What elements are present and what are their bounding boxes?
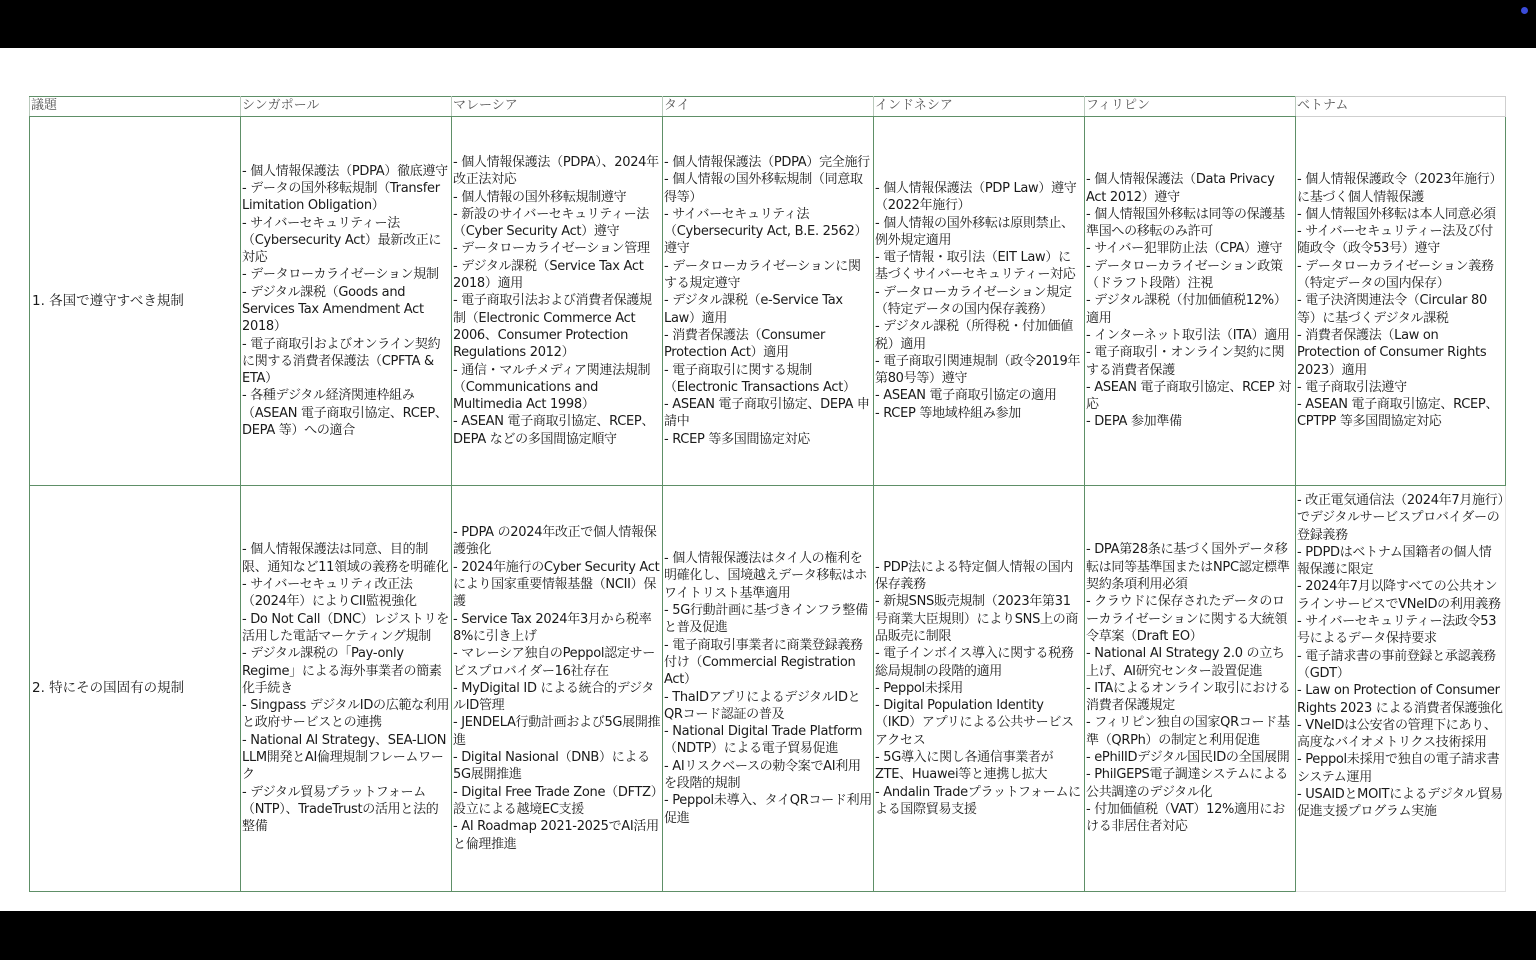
list-item: - 5G行動計画に基づきインフラ整備と普及促進 [664,603,868,636]
list-item: - ASEAN 電子商取引協定、RCEP 対応 [1086,379,1291,413]
list-item: - 電子決済関連法令（Circular 80等）に基づくデジタル課税 [1297,293,1487,326]
list-item: - ASEAN 電子商取引協定、DEPA 申請中 [664,397,870,430]
list-item: - サイバーセキュリティ改正法（2024年）によりCII監視強化 [242,577,417,610]
list-item: - PDP法による特定個人情報の国内保存義務 [875,559,1074,593]
list-item: - 個人情報保護法（PDPA）、2024年改正法対応 [453,154,659,188]
cell-vietnam [1296,486,1506,892]
regulation-table-sheet [29,96,1505,888]
top-black-bar [0,0,1536,48]
list-item: - 各種デジタル経済関連枠組み（ASEAN 電子商取引協定、RCEP、DEPA 等）への適合 [242,388,448,439]
cell-indonesia [874,486,1085,892]
list-item: - 電子商取引法および消費者保護規制（Electronic Commerce Act 2006、Consumer Protection Regulations 2012） [453,293,652,361]
list-item: - PDPDはベトナム国籍者の個人情報保護に限定 [1297,544,1492,578]
list-item: - USAIDとMOITによるデジタル貿易促進支援プログラム実施 [1297,787,1503,820]
list-item: - データローカライゼーション規制 [242,267,439,283]
list-item: - 電子商取引法遵守 [1297,379,1407,395]
list-item: - DPA第28条に基づく国外データ移転は同等基準国またはNPC認定標準契約条項利用必須 [1086,542,1290,593]
list-item: - 2024年施行のCyber Security Act により国家重要情報基盤（NCII）保護 [453,559,660,610]
list-item: - サイバーセキュリティ法（Cybersecurity Act, B.E. 2562）遵守 [664,206,868,257]
list-item: - Digital Nasional（DNB）による5G展開推進 [453,750,650,783]
list-item: - Digital Population Identity（IKD）アプリによる公共サービスアクセス [875,698,1074,748]
list-item: - 電子商取引に関する規制（Electronic Transactions Act） [664,362,856,395]
list-item: - 個人情報の国外移転規制遵守 [453,189,627,205]
list-item: - Peppol未採用で独自の電子請求書システム運用 [1297,752,1500,785]
list-item: - 電子商取引およびオンライン契約に関する消費者保護法（CPFTA & ETA） [242,336,441,387]
list-item: - マレーシア独自のPeppol認定サービスプロバイダー16社存在 [453,646,656,679]
list-item: - 個人情報国外移転は同等の保護基準国への移転のみ許可 [1086,206,1285,240]
list-item: - デジタル課税（e-Service Tax Law）適用 [664,293,843,326]
list-item: - Andalin Tradeプラットフォームによる国際貿易支援 [875,784,1081,817]
list-item: - 個人情報保護法（Data Privacy Act 2012）遵守 [1086,172,1275,205]
cell-singapore [241,486,452,892]
header-row [30,97,1506,117]
list-item: - 電子インボイス導入に関する税務総局規制の段階的適用 [875,646,1074,679]
list-item: - RCEP 等多国間協定対応 [664,431,810,447]
list-item: - デジタル課税の「Pay-only Regime」による海外事業者の簡素化手続き [242,646,442,696]
list-item: - AI Roadmap 2021-2025でAI活用と倫理推進 [453,819,659,852]
list-item: - データローカライゼーション義務（特定データの国内保存） [1297,258,1494,292]
list-item: - 消費者保護法（Law on Protection of Consumer Rights 2023）適用 [1297,327,1487,378]
list-item: - 個人情報保護法（PDPA）完全施行 [664,154,870,170]
list-item: - サイバーセキュリティー法及び付随政令（政令53号）遵守 [1297,224,1493,257]
header-indonesia: インドネシア [874,97,1085,117]
list-item: - データの国外移転規制（Transfer Limitation Obligation） [242,180,440,214]
list-item: - 新設のサイバーセキュリティー法（Cyber Security Act）遵守 [453,206,649,240]
table-row [30,117,1506,486]
list-item: - Peppol未採用 [875,680,963,696]
list-item: - クラウドに保存されたデータのローカライゼーションに関する大統領令草案（Draft EO） [1086,594,1288,644]
list-item: - デジタル貿易プラットフォーム（NTP）、TradeTrustの活用と法的整備 [242,784,439,835]
list-item: - National AI Strategy 2.0 の立ち上げ、AI研究センター設置促進 [1086,646,1285,679]
list-item: - 付加価値税（VAT）12%適用における非居住者対応 [1086,801,1285,835]
list-item: - サイバー犯罪防止法（CPA）遵守 [1086,241,1283,257]
list-item: - National Digital Trade Platform（NDTP）による電子貿易促進 [664,724,863,757]
list-item: - Service Tax 2024年3月から税率8%に引き上げ [453,611,652,644]
list-item: - Singpass デジタルIDの広範な利用と政府サービスとの連携 [242,698,450,731]
cell-thailand [663,117,874,486]
topic-cell: 1. 各国で遵守すべき規制 [30,117,241,486]
list-item: - 個人情報保護法は同意、目的制限、通知など11領域の義務を明確化 [242,542,449,575]
list-item: - VNeIDは公安省の管理下にあり、高度なバイオメトリクス技術採用 [1297,717,1497,751]
list-item: - デジタル課税（Goods and Services Tax Amendment Act 2018） [242,284,424,335]
list-item: - インターネット取引法（ITA）適用 [1086,327,1290,343]
list-item: - MyDigital ID による統合的デジタルID管理 [453,680,655,714]
list-item: - Do Not Call（DNC）レジストリを活用した電話マーケティング規制 [242,611,449,644]
cell-vietnam [1296,117,1506,486]
list-item: - 通信・マルチメディア関連法規制（Communications and Multimedia Act 1998） [453,362,651,413]
header-topic: 議題 [30,97,241,117]
header-philippines: フィリピン [1085,97,1296,117]
list-item: - Digital Free Trade Zone（DFTZ）設立による越境EC支援 [453,784,657,817]
list-item: - ASEAN 電子商取引協定、RCEP、DEPA などの多国間協定順守 [453,414,655,447]
list-item: - ASEAN 電子商取引協定、RCEP、CPTPP 等多国間協定対応 [1297,397,1499,430]
header-thailand: タイ [663,97,874,117]
list-item: - 5G導入に関し各通信事業者がZTE、Huawei等と連携し拡大 [875,750,1054,783]
list-item: - 個人情報の国外移転は原則禁止、例外規定適用 [875,215,1074,248]
list-item: - 個人情報保護法（PDPA）徹底遵守 [242,163,448,179]
list-item: - デジタル課税（Service Tax Act 2018）適用 [453,258,644,292]
regulation-comparison-table [29,96,1506,892]
list-item: - 2024年7月以降すべての公共オンラインサービスでVNeIDの利用義務 [1297,579,1501,612]
list-item: - National AI Strategy、SEA-LION LLM開発とAI倫理規制フレームワーク [242,732,447,783]
list-item: - 新規SNS販売規制（2023年第31号商業大臣規則）によりSNS上の商品販売に制限 [875,594,1079,644]
header-malaysia: マレーシア [452,97,663,117]
topic-cell: 2. 特にその国固有の規制 [30,486,241,892]
list-item: - DEPA 参加準備 [1086,414,1182,430]
list-item: - 個人情報国外移転は本人同意必須 [1297,206,1496,222]
list-item: - 個人情報保護法はタイ人の権利を明確化し、国境越えデータ移転はホワイトリスト基準適用 [664,551,868,601]
list-item: - 電子商取引事業者に商業登録義務付け（Commercial Registration Act） [664,637,863,688]
list-item: - ASEAN 電子商取引協定の適用 [875,388,1057,404]
list-item: - PDPA の2024年改正で個人情報保護強化 [453,525,657,558]
list-item: - 電子情報・取引法（EIT Law）に基づくサイバーセキュリティー対応 [875,250,1076,283]
recording-indicator-icon [1521,7,1528,14]
bottom-black-bar [0,911,1536,960]
list-item: - 個人情報の国外移転規制（同意取得等） [664,172,863,205]
list-item: - 個人情報保護政令（2023年施行）に基づく個人情報保護 [1297,172,1503,205]
header-vietnam: ベトナム [1296,97,1506,117]
cell-thailand [663,486,874,892]
list-item: - データローカライゼーション規定（特定データの国内保存義務） [875,284,1072,317]
list-item: - デジタル課税（付加価値税12%）適用 [1086,293,1287,326]
cell-indonesia [874,117,1085,486]
list-item: - フィリピン独自の国家QRコード基準（QRPh）の制定と利用促進 [1086,715,1290,748]
list-item: - データローカライゼーションに関する規定遵守 [664,258,861,292]
list-item: - Peppol未導入、タイQRコード利用促進 [664,793,872,826]
list-item: - デジタル課税（所得税・付加価値税）適用 [875,319,1073,352]
list-item: - ITAによるオンライン取引における消費者保護規定 [1086,680,1291,714]
cell-singapore [241,117,452,486]
list-item: - サイバーセキュリティー法政令53号によるデータ保持要求 [1297,614,1497,647]
list-item: - JENDELA行動計画および5G展開推進 [453,715,661,748]
list-item: - データローカライゼーション管理 [453,241,650,257]
cell-malaysia [452,486,663,892]
cell-philippines [1085,486,1296,892]
list-item: - 電子商取引関連規制（政令2019年第80号等）遵守 [875,353,1081,387]
list-item: - 消費者保護法（Consumer Protection Act）適用 [664,327,826,361]
list-item: - サイバーセキュリティー法（Cybersecurity Act）最新改正に対応 [242,215,442,266]
list-item: - AIリスクベースの勅令案でAI利用を段階的規制 [664,758,861,791]
cell-philippines [1085,117,1296,486]
list-item: - PhilGEPS電子調達システムによる公共調達のデジタル化 [1086,767,1288,800]
table-row [30,486,1506,892]
list-item: - 電子請求書の事前登録と承認義務（GDT） [1297,648,1496,681]
list-item: - RCEP 等地域枠組み参加 [875,405,1021,421]
list-item: - Law on Protection of Consumer Rights 2023 による消費者保護強化 [1297,683,1503,716]
list-item: - 改正電気通信法（2024年7月施行）でデジタルサービスプロバイダーの登録義務 [1297,493,1504,543]
cell-malaysia [452,117,663,486]
list-item: - 個人情報保護法（PDP Law）遵守（2022年施行） [875,180,1077,214]
list-item: - 電子商取引・オンライン契約に関する消費者保護 [1086,345,1285,378]
list-item: - データローカライゼーション政策（ドラフト段階）注視 [1086,258,1283,292]
header-singapore: シンガポール [241,97,452,117]
list-item: - ePhilIDデジタル国民IDの全国展開 [1086,750,1290,766]
list-item: - ThaIDアプリによるデジタルIDとQRコード認証の普及 [664,689,861,722]
